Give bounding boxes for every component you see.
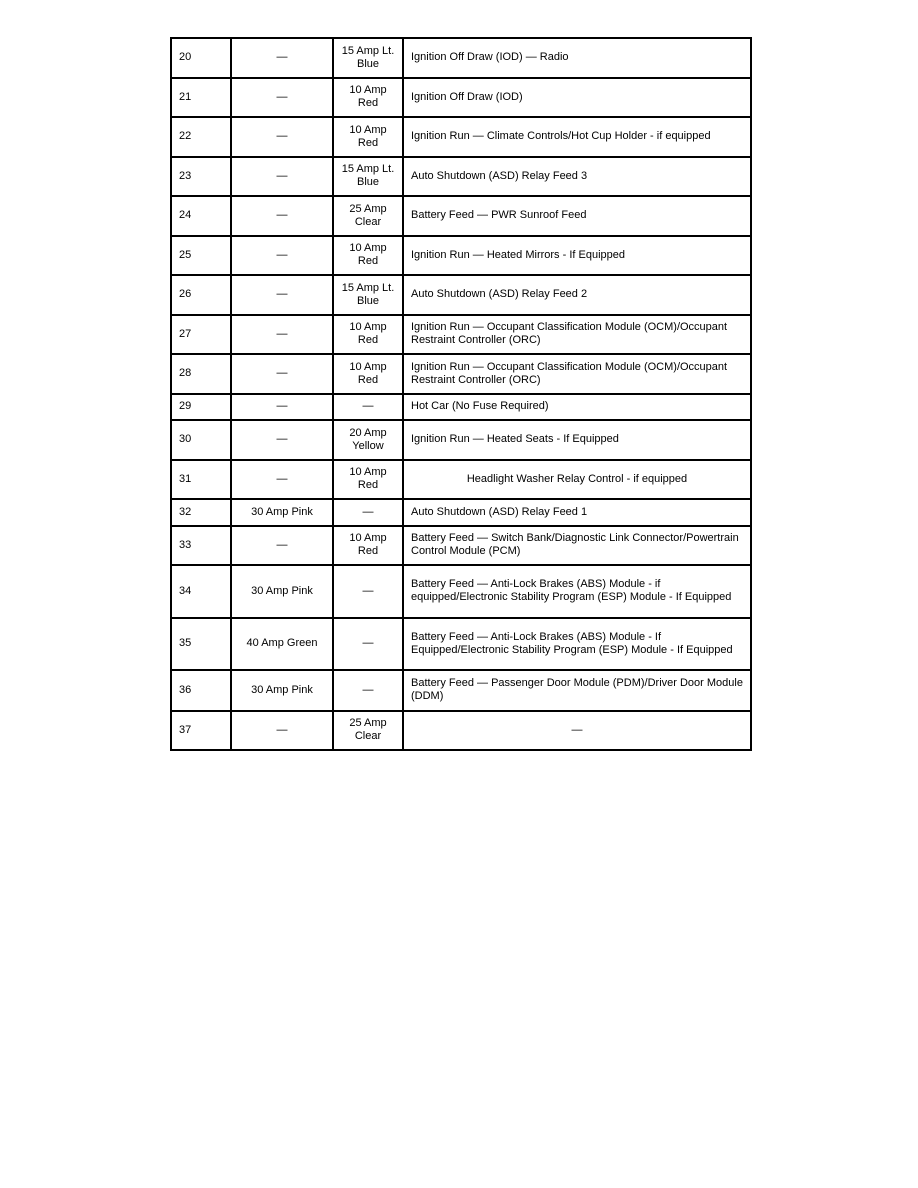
- table-row: [171, 38, 751, 78]
- cavity-cell: 28: [171, 354, 231, 394]
- mini-fuse-cell: 10 Amp Red: [333, 526, 403, 566]
- table-row: [171, 460, 751, 500]
- mini-fuse-cell: 10 Amp Red: [333, 117, 403, 157]
- description-cell: Ignition Run — Occupant Classification Module (OCM)/Occupant Restraint Controller (ORC): [403, 315, 751, 355]
- table-row: [171, 315, 751, 355]
- cavity-cell: 29: [171, 394, 231, 421]
- description-cell: Ignition Run — Heated Mirrors - If Equipped: [403, 236, 751, 276]
- table-row: [171, 354, 751, 394]
- table-row: [171, 117, 751, 157]
- mini-fuse-cell: 15 Amp Lt. Blue: [333, 275, 403, 315]
- cartridge-fuse-cell: —: [231, 711, 333, 751]
- cavity-cell: 30: [171, 420, 231, 460]
- table-row: [171, 565, 751, 618]
- table-row: [171, 499, 751, 526]
- table-row: [171, 78, 751, 118]
- table-row: [171, 670, 751, 711]
- mini-fuse-cell: —: [333, 565, 403, 618]
- mini-fuse-cell: —: [333, 618, 403, 671]
- table-row: [171, 394, 751, 421]
- cartridge-fuse-cell: 40 Amp Green: [231, 618, 333, 671]
- description-cell: Battery Feed — Anti-Lock Brakes (ABS) Module - If Equipped/Electronic Stability Program (ESP) Module - If Equipped: [403, 618, 751, 671]
- cartridge-fuse-cell: —: [231, 526, 333, 566]
- cavity-cell: 36: [171, 670, 231, 711]
- table-row: [171, 618, 751, 671]
- cartridge-fuse-cell: —: [231, 117, 333, 157]
- cartridge-fuse-cell: 30 Amp Pink: [231, 565, 333, 618]
- table-row: [171, 196, 751, 236]
- description-cell: —: [403, 711, 751, 751]
- cavity-cell: 27: [171, 315, 231, 355]
- cavity-cell: 22: [171, 117, 231, 157]
- cavity-cell: 31: [171, 460, 231, 500]
- cavity-cell: 21: [171, 78, 231, 118]
- description-cell: Battery Feed — Passenger Door Module (PDM)/Driver Door Module (DDM): [403, 670, 751, 711]
- cavity-cell: 32: [171, 499, 231, 526]
- description-cell: Ignition Run — Heated Seats - If Equipped: [403, 420, 751, 460]
- cavity-cell: 20: [171, 38, 231, 78]
- description-cell: Battery Feed — Anti-Lock Brakes (ABS) Module - if equipped/Electronic Stability Program (ESP) Module - If Equipped: [403, 565, 751, 618]
- table-row: [171, 711, 751, 751]
- cavity-cell: 33: [171, 526, 231, 566]
- cartridge-fuse-cell: —: [231, 196, 333, 236]
- cartridge-fuse-cell: —: [231, 157, 333, 197]
- cartridge-fuse-cell: —: [231, 78, 333, 118]
- mini-fuse-cell: 10 Amp Red: [333, 236, 403, 276]
- cartridge-fuse-cell: —: [231, 236, 333, 276]
- cartridge-fuse-cell: —: [231, 275, 333, 315]
- description-cell: Auto Shutdown (ASD) Relay Feed 1: [403, 499, 751, 526]
- cartridge-fuse-cell: —: [231, 354, 333, 394]
- cartridge-fuse-cell: 30 Amp Pink: [231, 670, 333, 711]
- cavity-cell: 26: [171, 275, 231, 315]
- cartridge-fuse-cell: —: [231, 394, 333, 421]
- cavity-cell: 25: [171, 236, 231, 276]
- mini-fuse-cell: 20 Amp Yellow: [333, 420, 403, 460]
- mini-fuse-cell: 25 Amp Clear: [333, 711, 403, 751]
- cavity-cell: 34: [171, 565, 231, 618]
- description-cell: Headlight Washer Relay Control - if equipped: [403, 460, 751, 500]
- mini-fuse-cell: 10 Amp Red: [333, 315, 403, 355]
- description-cell: Ignition Run — Occupant Classification Module (OCM)/Occupant Restraint Controller (ORC): [403, 354, 751, 394]
- description-cell: Auto Shutdown (ASD) Relay Feed 3: [403, 157, 751, 197]
- cartridge-fuse-cell: —: [231, 420, 333, 460]
- description-cell: Auto Shutdown (ASD) Relay Feed 2: [403, 275, 751, 315]
- mini-fuse-cell: —: [333, 670, 403, 711]
- cavity-cell: 24: [171, 196, 231, 236]
- fuse-table: [170, 37, 752, 751]
- cavity-cell: 37: [171, 711, 231, 751]
- table-row: [171, 157, 751, 197]
- cavity-cell: 23: [171, 157, 231, 197]
- description-cell: Ignition Run — Climate Controls/Hot Cup Holder - if equipped: [403, 117, 751, 157]
- description-cell: Battery Feed — PWR Sunroof Feed: [403, 196, 751, 236]
- description-cell: Battery Feed — Switch Bank/Diagnostic Link Connector/Powertrain Control Module (PCM): [403, 526, 751, 566]
- cartridge-fuse-cell: —: [231, 460, 333, 500]
- cartridge-fuse-cell: 30 Amp Pink: [231, 499, 333, 526]
- mini-fuse-cell: 10 Amp Red: [333, 78, 403, 118]
- mini-fuse-cell: —: [333, 394, 403, 421]
- mini-fuse-cell: 10 Amp Red: [333, 460, 403, 500]
- cartridge-fuse-cell: —: [231, 315, 333, 355]
- mini-fuse-cell: 10 Amp Red: [333, 354, 403, 394]
- mini-fuse-cell: 15 Amp Lt. Blue: [333, 157, 403, 197]
- table-row: [171, 526, 751, 566]
- mini-fuse-cell: —: [333, 499, 403, 526]
- mini-fuse-cell: 15 Amp Lt. Blue: [333, 38, 403, 78]
- cartridge-fuse-cell: —: [231, 38, 333, 78]
- mini-fuse-cell: 25 Amp Clear: [333, 196, 403, 236]
- table-row: [171, 236, 751, 276]
- cavity-cell: 35: [171, 618, 231, 671]
- table-row: [171, 420, 751, 460]
- description-cell: Hot Car (No Fuse Required): [403, 394, 751, 421]
- table-row: [171, 275, 751, 315]
- description-cell: Ignition Off Draw (IOD) — Radio: [403, 38, 751, 78]
- description-cell: Ignition Off Draw (IOD): [403, 78, 751, 118]
